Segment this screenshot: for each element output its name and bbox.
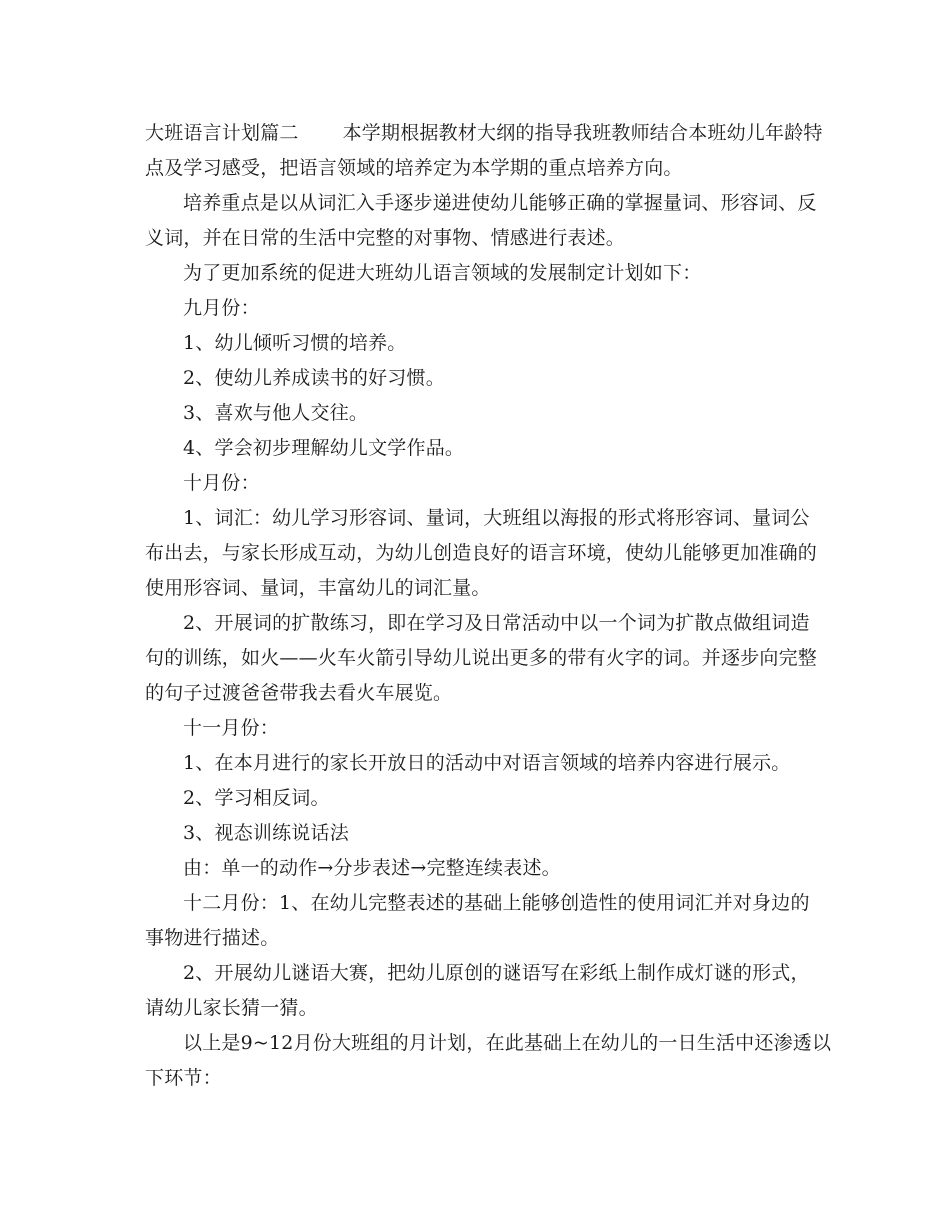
paragraph-line	[145, 116, 823, 151]
list-item: 2、开展幼儿谜语大赛，把幼儿原创的谜语写在彩纸上制作成灯谜的形式，	[183, 962, 810, 984]
paragraph-line: 培养重点是以从词汇入手逐步递进使幼儿能够正确的掌握量词、形容词、反	[183, 192, 817, 214]
paragraph-line: 以上是9~12月份大班组的月计划，在此基础上在幼儿的一日生活中还渗透以	[183, 1032, 832, 1054]
list-item: 3、喜欢与他人交往。	[183, 402, 369, 424]
month-heading: 十二月份：1、在幼儿完整表述的基础上能够创造性的使用词汇并对身边的	[183, 892, 810, 914]
paragraph-line: 下环节：	[145, 1067, 222, 1089]
paragraph-line: 请幼儿家长猜一猜。	[145, 997, 318, 1019]
paragraph-line: 使用形容词、量词，丰富幼儿的词汇量。	[145, 577, 491, 599]
month-heading: 十一月份：	[183, 717, 280, 739]
paragraph-line: 为了更加系统的促进大班幼儿语言领域的发展制定计划如下：	[183, 262, 702, 284]
list-item: 3、视态训练说话法	[183, 822, 349, 844]
document-body	[145, 116, 832, 1096]
list-item: 2、开展词的扩散练习，即在学习及日常活动中以一个词为扩散点做组词造	[183, 612, 810, 634]
paragraph-line: 事物进行描述。	[145, 927, 280, 949]
paragraph-line: 义词，并在日常的生活中完整的对事物、情感进行表述。	[145, 227, 626, 249]
paragraph-line: 点及学习感受，把语言领域的培养定为本学期的重点培养方向。	[145, 157, 683, 179]
paragraph-line: 句的训练，如火——火车火箭引导幼儿说出更多的带有火字的词。并逐步向完整	[145, 647, 818, 669]
month-heading: 十月份：	[183, 472, 260, 494]
paragraph-line: 布出去，与家长形成互动，为幼儿创造良好的语言环境，使幼儿能够更加准确的	[145, 542, 818, 564]
list-item: 2、使幼儿养成读书的好习惯。	[183, 367, 445, 389]
paragraph-text: 本学期根据教材大纲的指导我班教师结合本班幼儿年龄特	[342, 122, 823, 144]
paragraph-line: 由：单一的动作→分步表述→完整连续表述。	[183, 857, 561, 879]
list-item: 1、在本月进行的家长开放日的活动中对语言领域的培养内容进行展示。	[183, 752, 791, 774]
list-item: 2、学习相反词。	[183, 787, 330, 809]
paragraph-line: 的句子过渡爸爸带我去看火车展览。	[145, 682, 453, 704]
list-item: 1、幼儿倾听习惯的培养。	[183, 332, 407, 354]
list-item: 4、学会初步理解幼儿文学作品。	[183, 437, 465, 459]
section-title: 大班语言计划篇二	[145, 122, 299, 144]
list-item: 1、词汇：幼儿学习形容词、量词，大班组以海报的形式将形容词、量词公	[183, 507, 810, 529]
month-heading: 九月份：	[183, 297, 260, 319]
